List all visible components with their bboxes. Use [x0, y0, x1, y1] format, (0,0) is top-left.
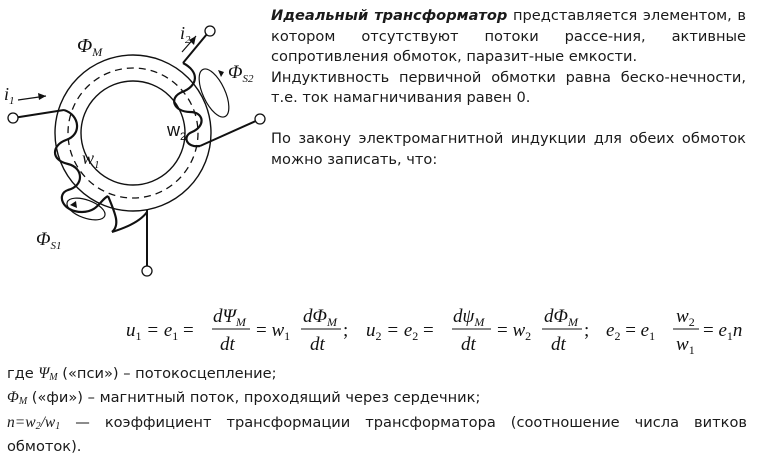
phi-m-label: $\Phi_M$: [77, 35, 103, 59]
f3-num: $w_2$: [676, 306, 695, 329]
f2-den1: dt: [461, 334, 476, 355]
note-psi-prefix: где: [7, 365, 39, 382]
note-phi-text: («фи») – магнитный поток, проходящий через сердечник;: [27, 389, 481, 407]
transformer-diagram: [0, 0, 275, 290]
w2-label: $w_2$: [167, 120, 187, 143]
intro-text: [271, 6, 746, 170]
f1-num2: $d\Phi_M$: [303, 306, 337, 329]
formula-u2: [366, 306, 589, 355]
phi-s1-label: $\Phi_{S1}$: [36, 229, 62, 252]
note-phi: [7, 388, 747, 412]
formula-line: [0, 298, 757, 360]
f2-num2: $d\Phi_M$: [544, 306, 578, 329]
primary-terminal-bottom: [142, 266, 152, 276]
f3-den: $w_1$: [676, 334, 695, 357]
psi-symbol: $\Psi_M$: [38, 365, 58, 383]
leakage-s1-arrow: [70, 201, 77, 208]
f1-semicolon: ;: [343, 320, 349, 341]
intro-paragraph-3: По закону электромагнитной индукции для обеих обмоток можно записать, что:: [271, 129, 746, 168]
secondary-terminal-bottom: [255, 114, 265, 124]
core-outer-ring: [55, 55, 211, 211]
phi-symbol: $\Phi_M$: [7, 389, 28, 408]
formula-e2: [606, 306, 742, 357]
formula-u1: [126, 306, 348, 355]
i1-arrowhead: [38, 93, 46, 100]
intro-paragraph-1-text: представляется элементом, в котором отсутствуют потоки рассе-ния, активные сопротивления обмоток, паразит-ные емкости.: [271, 7, 746, 66]
leakage-s2-arrow: [218, 70, 224, 77]
f1-den2: dt: [310, 334, 325, 355]
secondary-lead-bottom: [200, 120, 258, 146]
f2-lhs: $u_2 = e_2$ =: [366, 320, 434, 343]
note-psi: [7, 364, 747, 388]
ratio-symbol: $n=w_2/w_1$: [7, 413, 61, 432]
notes-block: [7, 364, 747, 458]
f1-mid: = $w_1$: [256, 320, 291, 343]
intro-paragraph-2: Индуктивность первичной обмотки равна беско-нечности, т.е. ток намагничивания равен 0.: [271, 68, 746, 107]
f1-lhs: $u_1 = e_1$ =: [126, 320, 194, 343]
f1-den1: dt: [220, 334, 235, 355]
i1-label: $i_1$: [4, 84, 15, 107]
note-ratio: [7, 413, 747, 458]
f3-rhs: = $e_1n$: [703, 320, 743, 343]
f2-semicolon: ;: [584, 320, 590, 341]
primary-lead-bottom-a: [108, 196, 116, 232]
f3-lhs: $e_2 = e_1$: [606, 320, 656, 343]
secondary-terminal-top: [205, 26, 215, 36]
f2-num1: $d\psi_M$: [453, 306, 485, 329]
formula-svg: [0, 298, 757, 360]
primary-terminal-top: [8, 113, 18, 123]
f1-num1: $d\Psi_M$: [213, 306, 246, 329]
w1-label: $w_1$: [82, 148, 100, 171]
phi-s2-label: $\Phi_{S2}$: [228, 62, 254, 85]
f2-den2: dt: [551, 334, 566, 355]
f2-mid: = $w_2$: [497, 320, 532, 343]
intro-paragraph-1: [271, 6, 746, 68]
i2-label: $i_2$: [180, 23, 191, 46]
term-ideal-transformer: Идеальный трансформатор: [271, 7, 508, 24]
transformer-drawing: [0, 0, 275, 290]
note-ratio-text: — коэффициент трансформации трансформатора (соотношение числа витков обмоток).: [7, 413, 747, 456]
note-psi-text: («пси») – потокосцепление;: [57, 365, 277, 382]
